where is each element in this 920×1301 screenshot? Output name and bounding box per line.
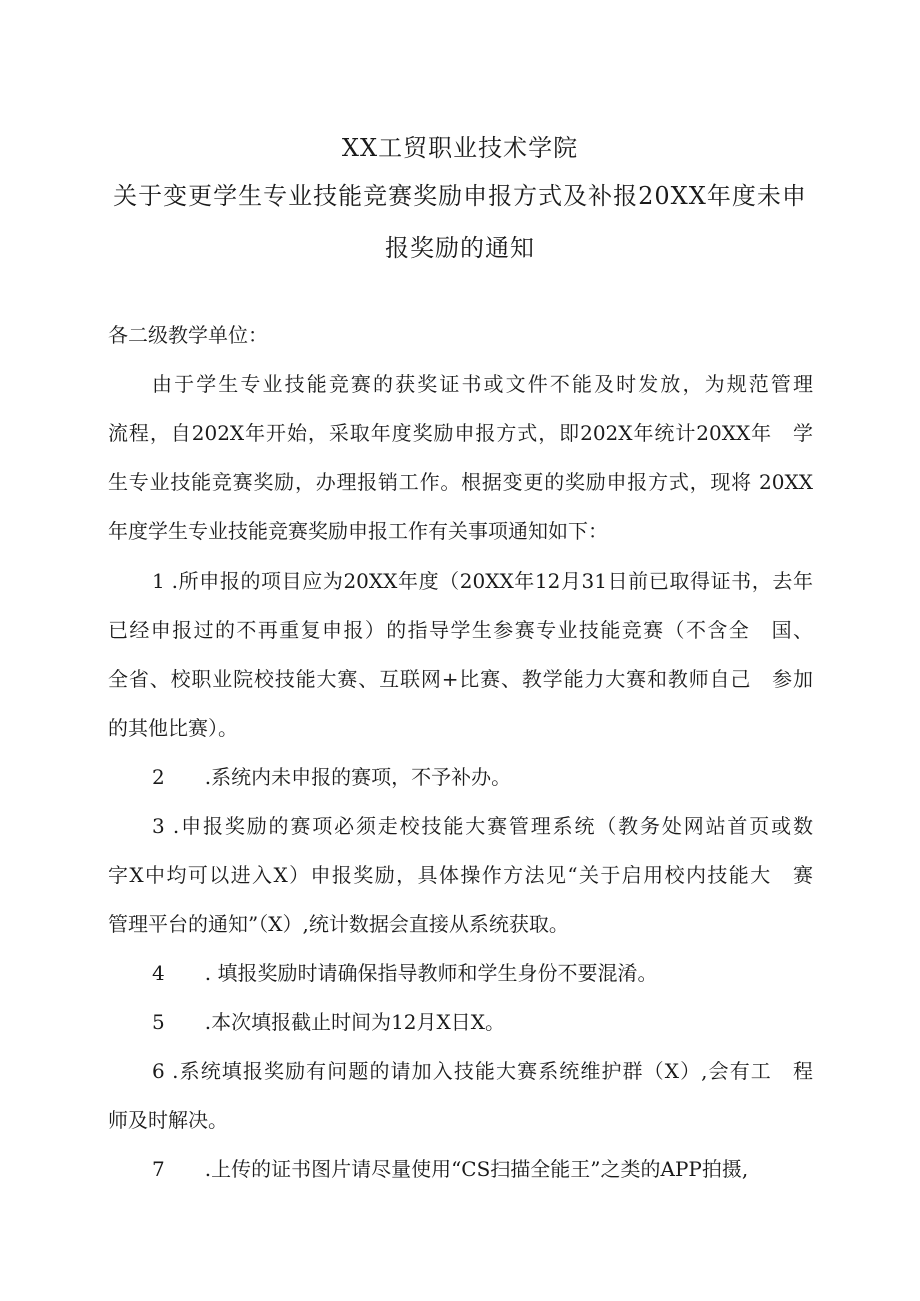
item-7-line: 7 .上传的证书图片请尽量使用“CS扫描全能王”之类的APP拍摄, <box>152 1157 749 1181</box>
item-3-line: 3 .申报奖励的赛项必须走校技能大赛管理系统（教务处网站首页或数 <box>152 814 813 838</box>
salutation: 各二级教学单位： <box>108 323 268 347</box>
title-line-1: XX工贸职业技术学院 <box>341 134 579 162</box>
item-4-line: 4 . 填报奖励时请确保指导教师和学生身份不要混淆。 <box>152 961 658 985</box>
item-1-line: 的其他比赛）。 <box>108 716 238 740</box>
item-1-line: 已经申报过的不再重复申报）的指导学生参赛专业技能竞赛（不含全 国、 <box>108 618 813 642</box>
item-1-line: 1 .所申报的项目应为20XX年度（20XX年12月31日前已取得证书，去年 <box>152 569 813 593</box>
item-5-line: 5 .本次填报截止时间为12月X日X。 <box>152 1010 506 1034</box>
title-line-3: 报奖励的通知 <box>385 234 535 262</box>
intro-line: 生专业技能竞赛奖励，办理报销工作。根据变更的奖励申报方式，现将 20XX <box>108 470 813 494</box>
item-1-line: 全省、校职业院校技能大赛、互联网+比赛、教学能力大赛和教师自己 参加 <box>108 667 813 691</box>
intro-line: 流程，自202X年开始，采取年度奖励申报方式，即202X年统计20XX年 学 <box>108 421 813 445</box>
intro-line: 年度学生专业技能竞赛奖励申报工作有关事项通知如下： <box>108 519 608 543</box>
item-2-line: 2 .系统内未申报的赛项，不予补办。 <box>152 765 512 789</box>
item-6-line: 师及时解决。 <box>108 1108 228 1132</box>
item-3-line: 管理平台的通知”（X）,统计数据会直接从系统获取。 <box>108 912 569 936</box>
item-3-line: 字X中均可以进入X）申报奖励，具体操作方法见“关于启用校内技能大 赛 <box>108 863 813 887</box>
intro-line: 由于学生专业技能竞赛的获奖证书或文件不能及时发放，为规范管理 <box>152 372 813 396</box>
item-6-line: 6 .系统填报奖励有问题的请加入技能大赛系统维护群（X）,会有工 程 <box>152 1059 813 1083</box>
title-line-2: 关于变更学生专业技能竞赛奖励申报方式及补报20XX年度未申 <box>113 182 807 210</box>
